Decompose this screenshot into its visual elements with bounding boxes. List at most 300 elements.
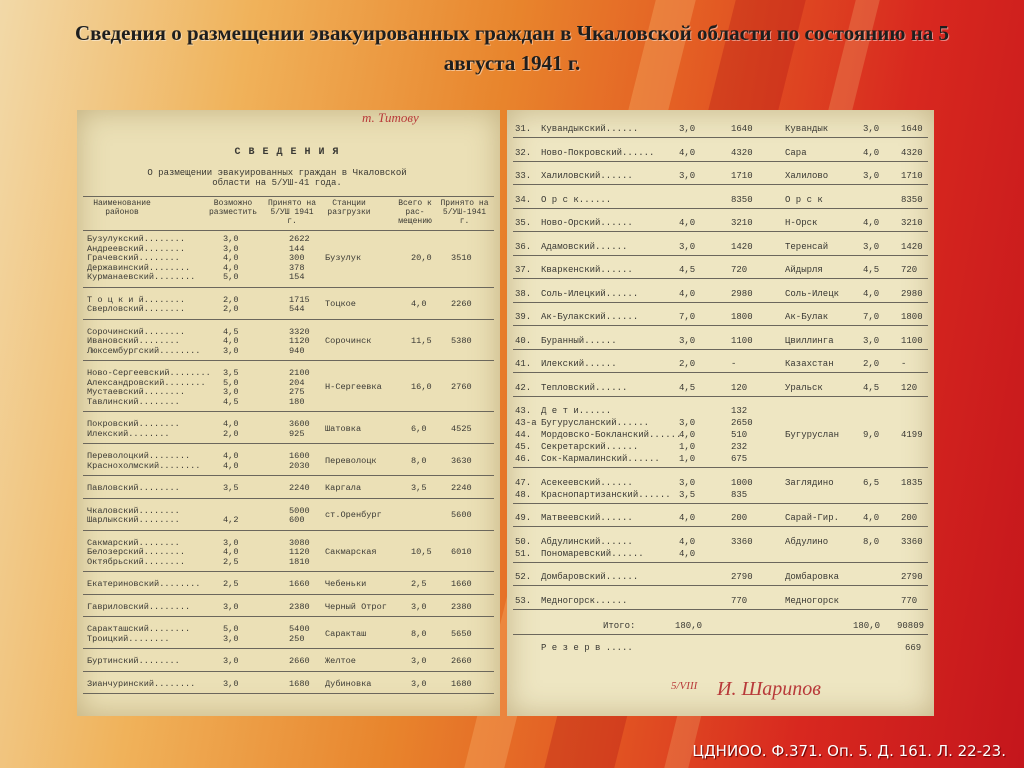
district-name: Мордовско-Бокланский...... (541, 430, 682, 440)
capacity-value: 4,0 (223, 460, 239, 471)
column-header: Наименование районов (93, 199, 151, 217)
district-name: Переволоцкий........ (87, 451, 191, 461)
station-name: Тоцкое (325, 299, 356, 310)
capacity-value: 3,0 (223, 537, 239, 548)
group-total: 4,0 (411, 299, 427, 310)
district-name: Краснохолмский........ (87, 460, 201, 471)
district-name: Ново-Покровский...... (541, 147, 655, 158)
group-total-accepted: 8350 (901, 194, 923, 205)
table-rule (513, 208, 928, 209)
table-rule (83, 287, 494, 288)
station-name: Теренсай (785, 241, 829, 252)
table-rule (513, 396, 928, 397)
group-total-accepted: 3510 (451, 253, 472, 263)
district-name: Тепловский...... (541, 382, 628, 393)
handwritten-date: 5/VIII (671, 680, 698, 692)
district-name: Матвеевский...... (541, 513, 633, 523)
district-name: Соль-Илецкий...... (541, 288, 639, 299)
station-name: Уральск (785, 382, 823, 393)
capacity-value: 4,5 (679, 382, 696, 393)
table-rule (513, 467, 928, 468)
row-number: 51. (515, 548, 532, 559)
accepted-value: 2380 (289, 601, 310, 612)
capacity-value: 2,5 (223, 556, 239, 567)
table-rule (83, 443, 494, 444)
group-total: 3,0 (411, 678, 427, 689)
station-name: Соль-Илецк (785, 288, 840, 299)
table-rule (513, 302, 928, 303)
station-name: Н-Сергеевка (325, 382, 382, 393)
row-number: 53. (515, 595, 532, 606)
group-total: 11,5 (411, 336, 432, 346)
district-name: Тавлинский........ (87, 396, 180, 407)
group-total-accepted: 1640 (901, 124, 923, 134)
capacity-value: 3,0 (223, 234, 239, 244)
capacity-value: 4,0 (679, 218, 696, 228)
group-total-accepted: 2240 (451, 483, 472, 493)
group-total-accepted: 3210 (901, 218, 923, 228)
group-total-accepted: 1100 (901, 335, 923, 346)
accepted-value: 378 (289, 262, 305, 273)
group-total: 4,0 (863, 288, 880, 299)
station-name: Переволоцк (325, 455, 377, 466)
document-page-right (507, 110, 934, 716)
table-rule (513, 609, 928, 610)
group-total-accepted: 200 (901, 513, 918, 523)
capacity-value: 3,0 (223, 633, 239, 644)
table-rule (513, 231, 928, 232)
capacity-value: 5,0 (223, 377, 239, 388)
accepted-value: 2790 (731, 572, 753, 582)
station-name: Шатовка (325, 423, 362, 434)
capacity-value: 7,0 (679, 312, 696, 322)
capacity-value: 4,0 (679, 548, 696, 559)
row-number: 33. (515, 171, 532, 181)
capacity-value: 2,5 (223, 579, 239, 589)
group-total: 4,5 (863, 265, 880, 275)
district-name: Саракташский........ (87, 624, 191, 634)
group-total: 7,0 (863, 312, 880, 322)
table-rule (513, 184, 928, 185)
row-number: 39. (515, 312, 532, 322)
row-number: 43-а (515, 418, 537, 428)
group-total-accepted: 5600 (451, 510, 472, 521)
station-name: ст.Оренбург (325, 510, 382, 521)
group-total: 4,0 (863, 218, 880, 228)
document-page-left (77, 110, 500, 716)
accepted-value: 1810 (289, 556, 310, 567)
group-total-accepted: 120 (901, 382, 918, 393)
group-total: 3,5 (411, 483, 427, 493)
group-total-accepted: 1835 (901, 477, 923, 488)
district-name: Халиловский...... (541, 171, 633, 181)
row-number: 41. (515, 359, 532, 369)
group-total-accepted: 3630 (451, 455, 472, 466)
row-number: 36. (515, 241, 532, 252)
accepted-value: 1420 (731, 241, 753, 252)
group-total: 4,5 (863, 382, 880, 393)
accepted-value: 232 (731, 442, 748, 452)
capacity-value: 4,5 (223, 326, 239, 337)
table-rule (83, 230, 494, 231)
total-capacity: 180,0 (675, 621, 703, 631)
station-name: Черный Отрог (325, 601, 387, 612)
district-name: Буранный...... (541, 335, 617, 346)
capacity-value: 3,0 (223, 678, 239, 689)
row-number: 46. (515, 454, 532, 464)
capacity-value: 4,0 (679, 288, 696, 299)
group-total: 3,0 (411, 601, 427, 612)
district-name: Илекский........ (87, 428, 170, 439)
row-number: 43. (515, 406, 532, 416)
district-name: Ново-Сергеевский........ (87, 368, 211, 378)
capacity-value: 4,2 (223, 515, 239, 525)
group-total: 3,0 (863, 335, 880, 346)
table-rule (83, 648, 494, 649)
district-name: Кваркенский...... (541, 265, 633, 275)
row-number: 50. (515, 536, 532, 547)
accepted-value: 3600 (289, 419, 310, 429)
capacity-value: 4,0 (223, 253, 239, 263)
capacity-value: 3,0 (679, 241, 696, 252)
accepted-value: 2030 (289, 460, 310, 471)
district-name: Домбаровский...... (541, 572, 639, 582)
table-rule (83, 571, 494, 572)
station-name: Дубиновка (325, 678, 372, 689)
station-name: Сакмарская (325, 547, 377, 557)
group-total: 4,0 (863, 147, 880, 158)
group-total-accepted: 2260 (451, 299, 472, 310)
table-rule (83, 594, 494, 595)
capacity-value: 4,5 (679, 265, 696, 275)
accepted-value: 720 (731, 265, 748, 275)
group-total: 6,0 (411, 423, 427, 434)
district-name: Зианчуринский........ (87, 678, 196, 689)
district-name: Покровский........ (87, 419, 180, 429)
accepted-value: 250 (289, 633, 305, 644)
capacity-value: 4,0 (679, 536, 696, 547)
district-name: Люксембургский........ (87, 345, 201, 356)
total-label: Итого: (603, 621, 636, 631)
capacity-value: 2,0 (679, 359, 696, 369)
district-name: Сок-Кармалинский...... (541, 454, 660, 464)
group-total: 8,0 (863, 536, 880, 547)
capacity-value: 3,0 (679, 171, 696, 181)
group-total-accepted: 1680 (451, 678, 472, 689)
district-name: Троицкий........ (87, 633, 170, 644)
group-total: 2,0 (863, 359, 880, 369)
capacity-value: 4,5 (223, 396, 239, 407)
capacity-value: 5,0 (223, 272, 239, 282)
group-total: 9,0 (863, 430, 880, 440)
group-total-accepted: 2380 (451, 601, 472, 612)
table-rule (83, 530, 494, 531)
table-rule (83, 411, 494, 412)
capacity-value: 2,0 (223, 428, 239, 439)
station-name: Сорочинск (325, 336, 372, 346)
station-name: Домбаровка (785, 572, 840, 582)
table-rule (83, 319, 494, 320)
district-name: Абдулинский...... (541, 536, 633, 547)
district-name: Павловский........ (87, 483, 180, 493)
station-name: Бугуруслан (785, 430, 840, 440)
row-number: 35. (515, 218, 532, 228)
table-rule (513, 137, 928, 138)
column-header: Принято на 5/УШ 1941 г. (267, 199, 316, 226)
station-name: Абдулино (785, 536, 829, 547)
capacity-value: 3,0 (679, 418, 696, 428)
capacity-value: 4,0 (223, 262, 239, 273)
station-name: Бузулук (325, 253, 362, 263)
district-name: Грачевский........ (87, 253, 180, 263)
district-name: Д е т и...... (541, 406, 612, 416)
accepted-value: 510 (731, 430, 748, 440)
handwritten-annotation: т. Титову (362, 110, 419, 125)
capacity-value: 4,0 (223, 336, 239, 346)
station-name: Казахстан (785, 359, 834, 369)
table-rule (83, 196, 494, 197)
district-name: Бугурусланский...... (541, 418, 650, 428)
station-name: Чебеньки (325, 579, 367, 589)
table-rule (513, 634, 928, 635)
accepted-value: 3080 (289, 537, 310, 548)
group-total-accepted: - (901, 359, 907, 369)
group-total-accepted: 2660 (451, 656, 472, 666)
accepted-value: 2980 (731, 288, 753, 299)
group-total-accepted: 4320 (901, 147, 923, 158)
group-total-accepted: 1420 (901, 241, 923, 252)
group-total: 16,0 (411, 382, 432, 393)
district-name: Бузулукский........ (87, 234, 185, 244)
accepted-value: 204 (289, 377, 305, 388)
district-name: Александровский........ (87, 377, 206, 388)
accepted-value: 1710 (731, 171, 753, 181)
capacity-value: 3,5 (223, 368, 239, 378)
row-number: 37. (515, 265, 532, 275)
capacity-value: 3,5 (679, 489, 696, 500)
capacity-value: 2,0 (223, 304, 239, 314)
station-name: Айдырля (785, 265, 823, 275)
reserve-label: Р е з е р в ..... (541, 643, 633, 653)
accepted-value: 925 (289, 428, 305, 439)
accepted-value: 180 (289, 396, 305, 407)
station-name: Цвиллинга (785, 335, 834, 346)
station-name: Ак-Булак (785, 312, 829, 322)
table-rule (83, 360, 494, 361)
document-heading: С В Е Д Е Н И Я (234, 147, 340, 158)
signature: И. Шарипов (717, 678, 821, 700)
accepted-value: 2660 (289, 656, 310, 666)
group-total-accepted: 720 (901, 265, 918, 275)
row-number: 47. (515, 477, 532, 488)
table-rule (513, 161, 928, 162)
capacity-value: 4,0 (679, 430, 696, 440)
capacity-value: 4,0 (223, 419, 239, 429)
accepted-value: 275 (289, 387, 305, 397)
district-name: Краснопартизанский...... (541, 489, 671, 500)
accepted-value: 1100 (731, 335, 753, 346)
group-total-accepted: 5650 (451, 628, 472, 639)
accepted-value: 200 (731, 513, 748, 523)
row-number: 48. (515, 489, 532, 500)
table-rule (513, 562, 928, 563)
table-rule (513, 325, 928, 326)
accepted-value: 1660 (289, 579, 310, 589)
district-name: Гавриловский........ (87, 601, 191, 612)
group-total-accepted: 770 (901, 595, 918, 606)
accepted-value: 2622 (289, 234, 310, 244)
district-name: Сверловский........ (87, 304, 185, 314)
accepted-value: 2240 (289, 483, 310, 493)
district-name: Т о ц к и й........ (87, 294, 185, 305)
accepted-value: 8350 (731, 194, 753, 205)
accepted-value: 1120 (289, 336, 310, 346)
row-number: 32. (515, 147, 532, 158)
district-name: Сорочинский........ (87, 326, 185, 337)
row-number: 44. (515, 430, 532, 440)
accepted-value: 300 (289, 253, 305, 263)
group-total: 3,0 (411, 656, 427, 666)
capacity-value: 1,0 (679, 454, 696, 464)
capacity-value: 4,0 (223, 451, 239, 461)
district-name: Ак-Булакский...... (541, 312, 639, 322)
station-name: Н-Орск (785, 218, 818, 228)
column-header: Всего к рас-мещению (398, 199, 432, 226)
station-name: Сара (785, 147, 807, 158)
accepted-value: 2650 (731, 418, 753, 428)
group-total: 2,5 (411, 579, 427, 589)
group-total: 4,0 (863, 513, 880, 523)
group-total-accepted: 5380 (451, 336, 472, 346)
accepted-value: - (731, 359, 737, 369)
archive-source: ЦДНИОО. Ф.371. Оп. 5. Д. 161. Л. 22-23. (692, 742, 1006, 760)
group-total: 8,0 (411, 628, 427, 639)
station-name: О р с к (785, 194, 823, 205)
accepted-value: 4320 (731, 147, 753, 158)
row-number: 52. (515, 572, 532, 582)
accepted-value: 770 (731, 595, 748, 606)
capacity-value: 3,0 (679, 335, 696, 346)
accepted-value: 1800 (731, 312, 753, 322)
group-total: 6,5 (863, 477, 880, 488)
slide-title: Сведения о размещении эвакуированных граждан в Чкаловской области по состоянию на 5 августа 1941 г. (74, 21, 950, 75)
accepted-value: 132 (731, 406, 748, 416)
table-rule (83, 475, 494, 476)
group-total: 3,0 (863, 171, 880, 181)
row-number: 49. (515, 513, 532, 523)
group-total-accepted: 2760 (451, 382, 472, 393)
group-total: 20,0 (411, 253, 432, 263)
accepted-value: 154 (289, 272, 305, 282)
district-name: Медногорск...... (541, 595, 628, 606)
district-name: Мустаевский........ (87, 387, 185, 397)
district-name: Шарлыкский........ (87, 515, 180, 525)
capacity-value: 3,0 (679, 477, 696, 488)
table-rule (513, 503, 928, 504)
accepted-value: 1600 (289, 451, 310, 461)
district-name: Чкаловский........ (87, 505, 180, 516)
accepted-value: 544 (289, 304, 305, 314)
capacity-value: 3,5 (223, 483, 239, 493)
capacity-value: 3,0 (223, 387, 239, 397)
table-rule (83, 616, 494, 617)
accepted-value: 600 (289, 515, 305, 525)
capacity-value: 4,0 (223, 547, 239, 557)
capacity-value: 1,0 (679, 442, 696, 452)
row-number: 42. (515, 382, 532, 393)
district-name: О р с к...... (541, 194, 612, 205)
station-name: Саракташ (325, 628, 367, 639)
column-header: Принято на 5/УШ-1941 г. (440, 199, 489, 226)
capacity-value: 4,0 (679, 513, 696, 523)
district-name: Буртинский........ (87, 656, 180, 666)
accepted-value: 1640 (731, 124, 753, 134)
column-header: Станции разгрузки (327, 199, 371, 217)
group-total-accepted: 1660 (451, 579, 472, 589)
district-name: Курманаевский........ (87, 272, 196, 282)
station-name: Желтое (325, 656, 356, 666)
station-name: Каргала (325, 483, 362, 493)
district-name: Ивановский........ (87, 336, 180, 346)
table-rule (513, 526, 928, 527)
district-name: Асекеевский...... (541, 477, 633, 488)
document-subheading: О размещении эвакуированных граждан в Чкаловской области на 5/УШ-41 года. (147, 168, 407, 188)
accepted-value: 2100 (289, 368, 310, 378)
group-total-accepted: 1800 (901, 312, 923, 322)
total-sum: 180,0 (853, 621, 881, 631)
group-total-accepted: 2980 (901, 288, 923, 299)
accepted-value: 835 (731, 489, 748, 500)
district-name: Адамовский...... (541, 241, 628, 252)
group-total-accepted: 4199 (901, 430, 923, 440)
group-total: 3,0 (863, 241, 880, 252)
capacity-value: 3,0 (223, 345, 239, 356)
group-total: 8,0 (411, 455, 427, 466)
accepted-value: 3360 (731, 536, 753, 547)
district-name: Екатериновский........ (87, 579, 201, 589)
group-total-accepted: 2790 (901, 572, 923, 582)
row-number: 38. (515, 288, 532, 299)
reserve-value: 669 (905, 643, 922, 653)
capacity-value: 4,0 (679, 147, 696, 158)
accepted-value: 3320 (289, 326, 310, 337)
table-rule (513, 585, 928, 586)
district-name: Пономаревский...... (541, 548, 644, 559)
group-total-accepted: 3360 (901, 536, 923, 547)
group-total: 10,5 (411, 547, 432, 557)
accepted-value: 940 (289, 345, 305, 356)
total-accepted: 90809 (897, 621, 925, 631)
district-name: Октябрьский........ (87, 556, 185, 567)
group-total-accepted: 1710 (901, 171, 923, 181)
district-name: Секретарский...... (541, 442, 639, 452)
station-name: Кувандык (785, 124, 829, 134)
table-rule (513, 349, 928, 350)
accepted-value: 1120 (289, 547, 310, 557)
district-name: Андреевский........ (87, 243, 185, 254)
district-name: Илекский...... (541, 359, 617, 369)
district-name: Кувандыкский...... (541, 124, 639, 134)
accepted-value: 675 (731, 454, 748, 464)
accepted-value: 5000 (289, 505, 310, 516)
capacity-value: 3,0 (679, 124, 696, 134)
table-rule (83, 693, 494, 694)
accepted-value: 1000 (731, 477, 753, 488)
accepted-value: 3210 (731, 218, 753, 228)
district-name: Державинский........ (87, 262, 191, 273)
accepted-value: 5400 (289, 624, 310, 634)
station-name: Медногорск (785, 595, 840, 606)
